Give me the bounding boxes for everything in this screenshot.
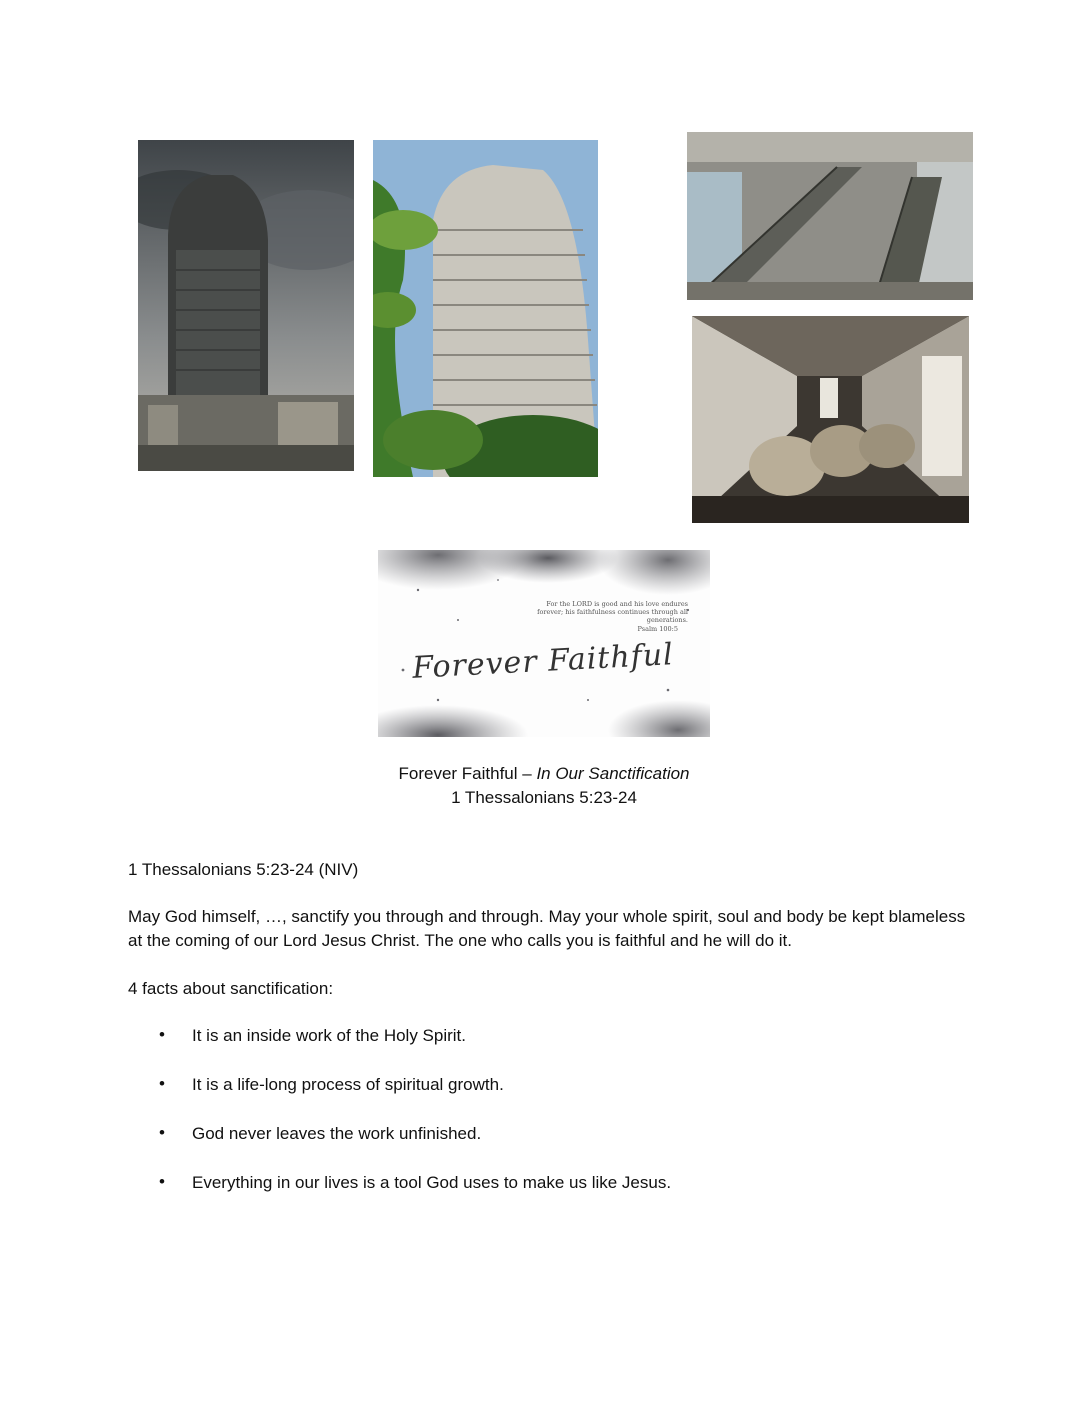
banner-verse-text: For the LORD is good and his love endures forever; his faithfulness continues through all generations. <box>537 600 688 624</box>
fact-text: It is an inside work of the Holy Spirit. <box>192 1026 467 1045</box>
sermon-title-plain: Forever Faithful – <box>398 764 537 783</box>
fact-text: God never leaves the work unfinished. <box>192 1124 482 1143</box>
sermon-title-italic: In Our Sanctification <box>536 764 690 783</box>
facts-intro: 4 facts about sanctification: <box>128 979 334 998</box>
scripture-text: May God himself, …, sanctify you through and through. May your whole spirit, soul and body be kept blameless at the coming of our Lord Jesus Christ. The one who calls you is faithful and he will do it. <box>128 907 966 950</box>
banner-verse <box>528 600 688 633</box>
photo-corridor <box>692 316 969 523</box>
fact-text: Everything in our lives is a tool God uses to make us like Jesus. <box>192 1173 672 1192</box>
sermon-reference: 1 Thessalonians 5:23-24 <box>451 788 637 807</box>
sermon-title <box>0 764 1088 784</box>
banner-title: Forever Faithful <box>411 637 675 686</box>
forever-faithful-banner <box>378 550 710 737</box>
bullet-icon: • <box>159 1074 165 1093</box>
photo-escalators <box>687 132 973 300</box>
banner-verse-ref: Psalm 100:5 <box>637 625 678 633</box>
bullet-icon: • <box>159 1172 165 1191</box>
bullet-icon: • <box>159 1123 165 1142</box>
scripture-reference: 1 Thessalonians 5:23-24 (NIV) <box>128 860 359 879</box>
fact-text: It is a life-long process of spiritual growth. <box>192 1075 504 1094</box>
photo-tower-storm <box>138 140 354 471</box>
bullet-icon: • <box>159 1025 165 1044</box>
photo-tower-leaves <box>373 140 598 477</box>
